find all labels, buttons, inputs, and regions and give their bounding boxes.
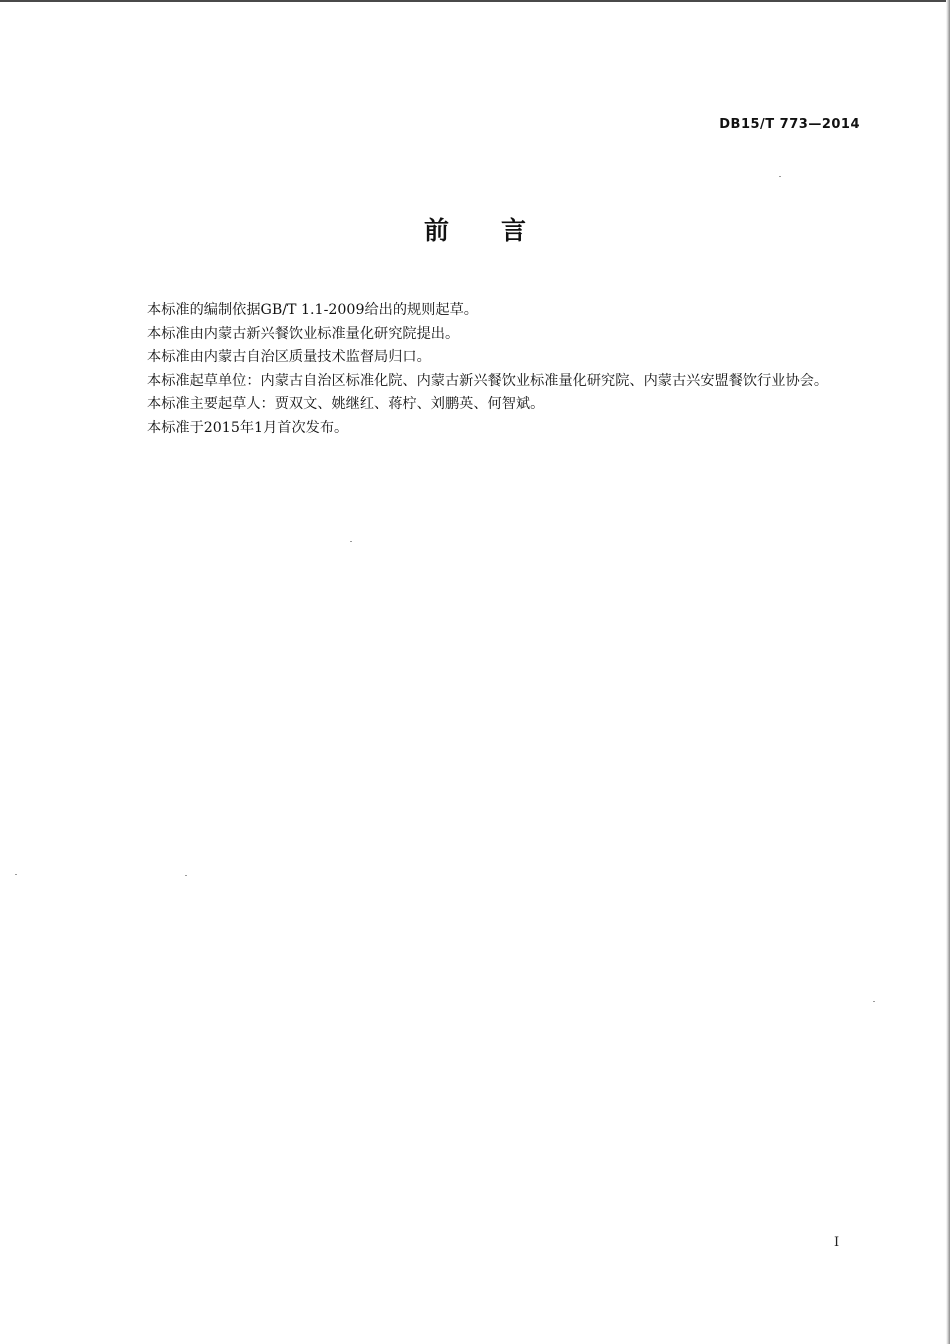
scan-speck [779,176,781,177]
title-char-2: 言 [500,216,526,245]
scan-right-edge [946,0,950,1344]
title-char-1: 前 [423,216,449,245]
paragraph-drafting-basis: 本标准的编制依据GB/T 1.1-2009给出的规则起草。 [147,302,478,318]
page-title [0,211,950,247]
scan-speck [350,541,352,542]
scan-speck [873,1001,875,1002]
scan-top-edge [0,0,950,2]
foreword-body [114,299,860,440]
paragraph-release: 本标准于2015年1月首次发布。 [147,419,349,436]
paragraph-drafters: 本标准主要起草人：贾双文、姚继红、蒋柠、刘鹏英、何智斌。 [147,396,545,412]
scan-speck [185,875,187,876]
paragraph-proposer: 本标准由内蒙古新兴餐饮业标准量化研究院提出。 [147,325,460,342]
page-number: I [834,1235,840,1250]
paragraph-drafting-units: 本标准起草单位：内蒙古自治区标准化院、内蒙古新兴餐饮业标准量化研究院、内蒙古兴安盟餐饮行业协会。 [147,372,829,389]
scan-speck [15,874,17,875]
document-code: DB15/T 773—2014 [719,117,860,132]
paragraph-administrator: 本标准由内蒙古自治区质量技术监督局归口。 [147,349,431,365]
